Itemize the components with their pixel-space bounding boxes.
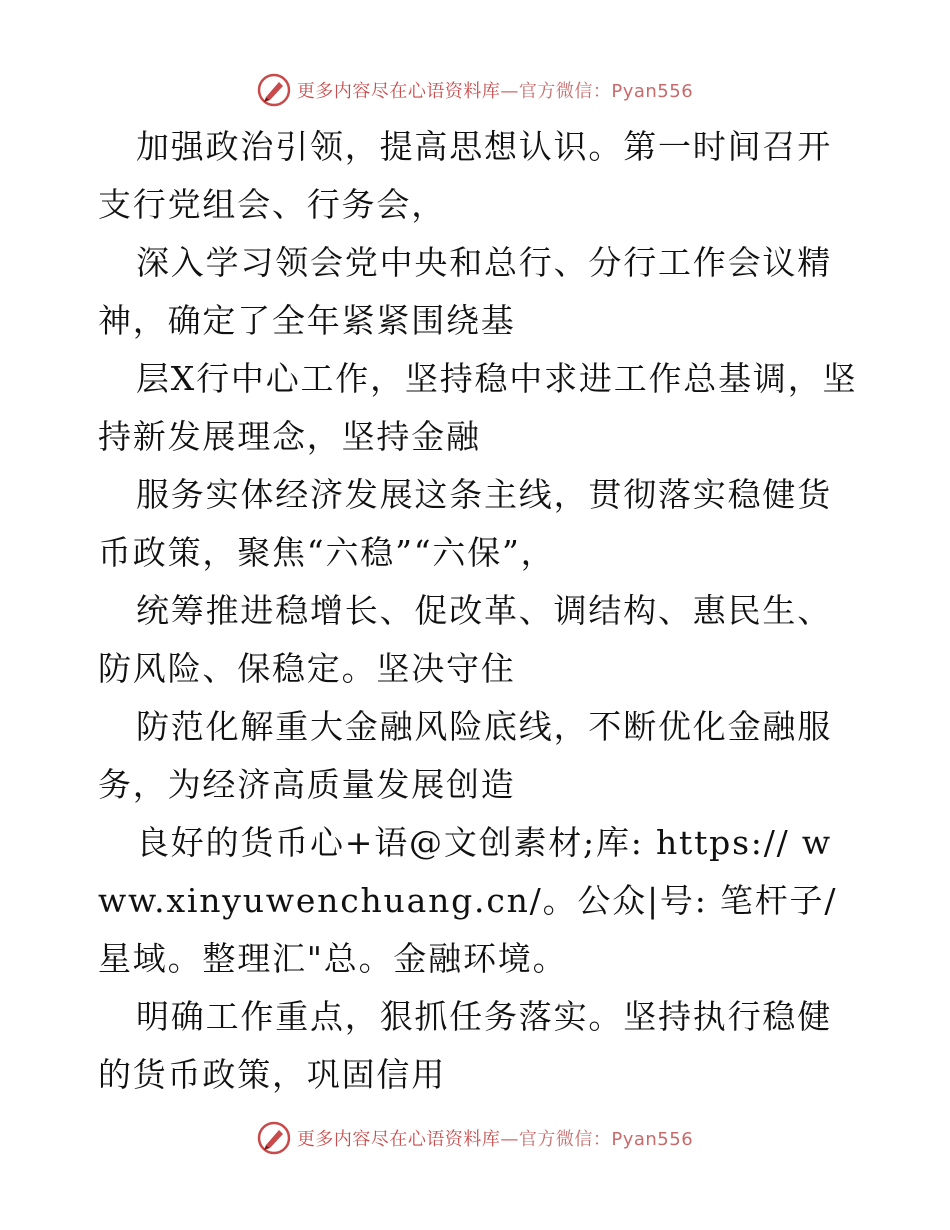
header-watermark-text	[297, 77, 693, 103]
paragraph-1: 加强政治引领，提高思想认识。第一时间召开支行党组会、行务会，	[98, 127, 832, 224]
footer-wechat-label: 官方微信：	[518, 1129, 612, 1150]
footer-wechat-id: Pyan556	[611, 1129, 694, 1150]
paragraph-8: 明确工作重点，狠抓任务落实。坚持执行稳健的货币政策，巩固信用	[98, 997, 832, 1094]
banner-wechat-label: 官方微信：	[518, 81, 612, 102]
banner-brand: 更多内容尽在心语资料库	[296, 81, 501, 102]
banner-wechat-id: Pyan556	[611, 81, 694, 102]
paragraph-2: 深入学习领会党中央和总行、分行工作会议精神，确定了全年紧紧围绕基	[98, 243, 832, 340]
footer-brand: 更多内容尽在心语资料库	[296, 1129, 501, 1150]
paragraph-4: 服务实体经济发展这条主线，贯彻落实稳健货币政策，聚焦“六稳”“六保”，	[98, 475, 832, 572]
header-watermark	[0, 70, 950, 110]
paragraph-5: 统筹推进稳增长、促改革、调结构、惠民生、防风险、保稳定。坚决守住	[98, 591, 832, 688]
paragraph-7: 良好的货币心+语@文创素材;库: https:// www.xinyuwenchuang.cn/。公众|号: 笔杆子/星域。整理汇"总。金融环境。	[98, 823, 838, 978]
footer-watermark	[0, 1118, 950, 1158]
paragraph-3: 层X行中心工作，坚持稳中求进工作总基调，坚持新发展理念，坚持金融	[98, 359, 858, 456]
pen-logo-icon	[257, 1121, 291, 1155]
banner-dash: —	[500, 81, 519, 102]
pen-logo-icon	[257, 73, 291, 107]
body-text	[98, 118, 858, 1104]
footer-watermark-text	[297, 1125, 693, 1151]
footer-dash: —	[500, 1129, 519, 1150]
paragraph-6: 防范化解重大金融风险底线，不断优化金融服务，为经济高质量发展创造	[98, 707, 832, 804]
